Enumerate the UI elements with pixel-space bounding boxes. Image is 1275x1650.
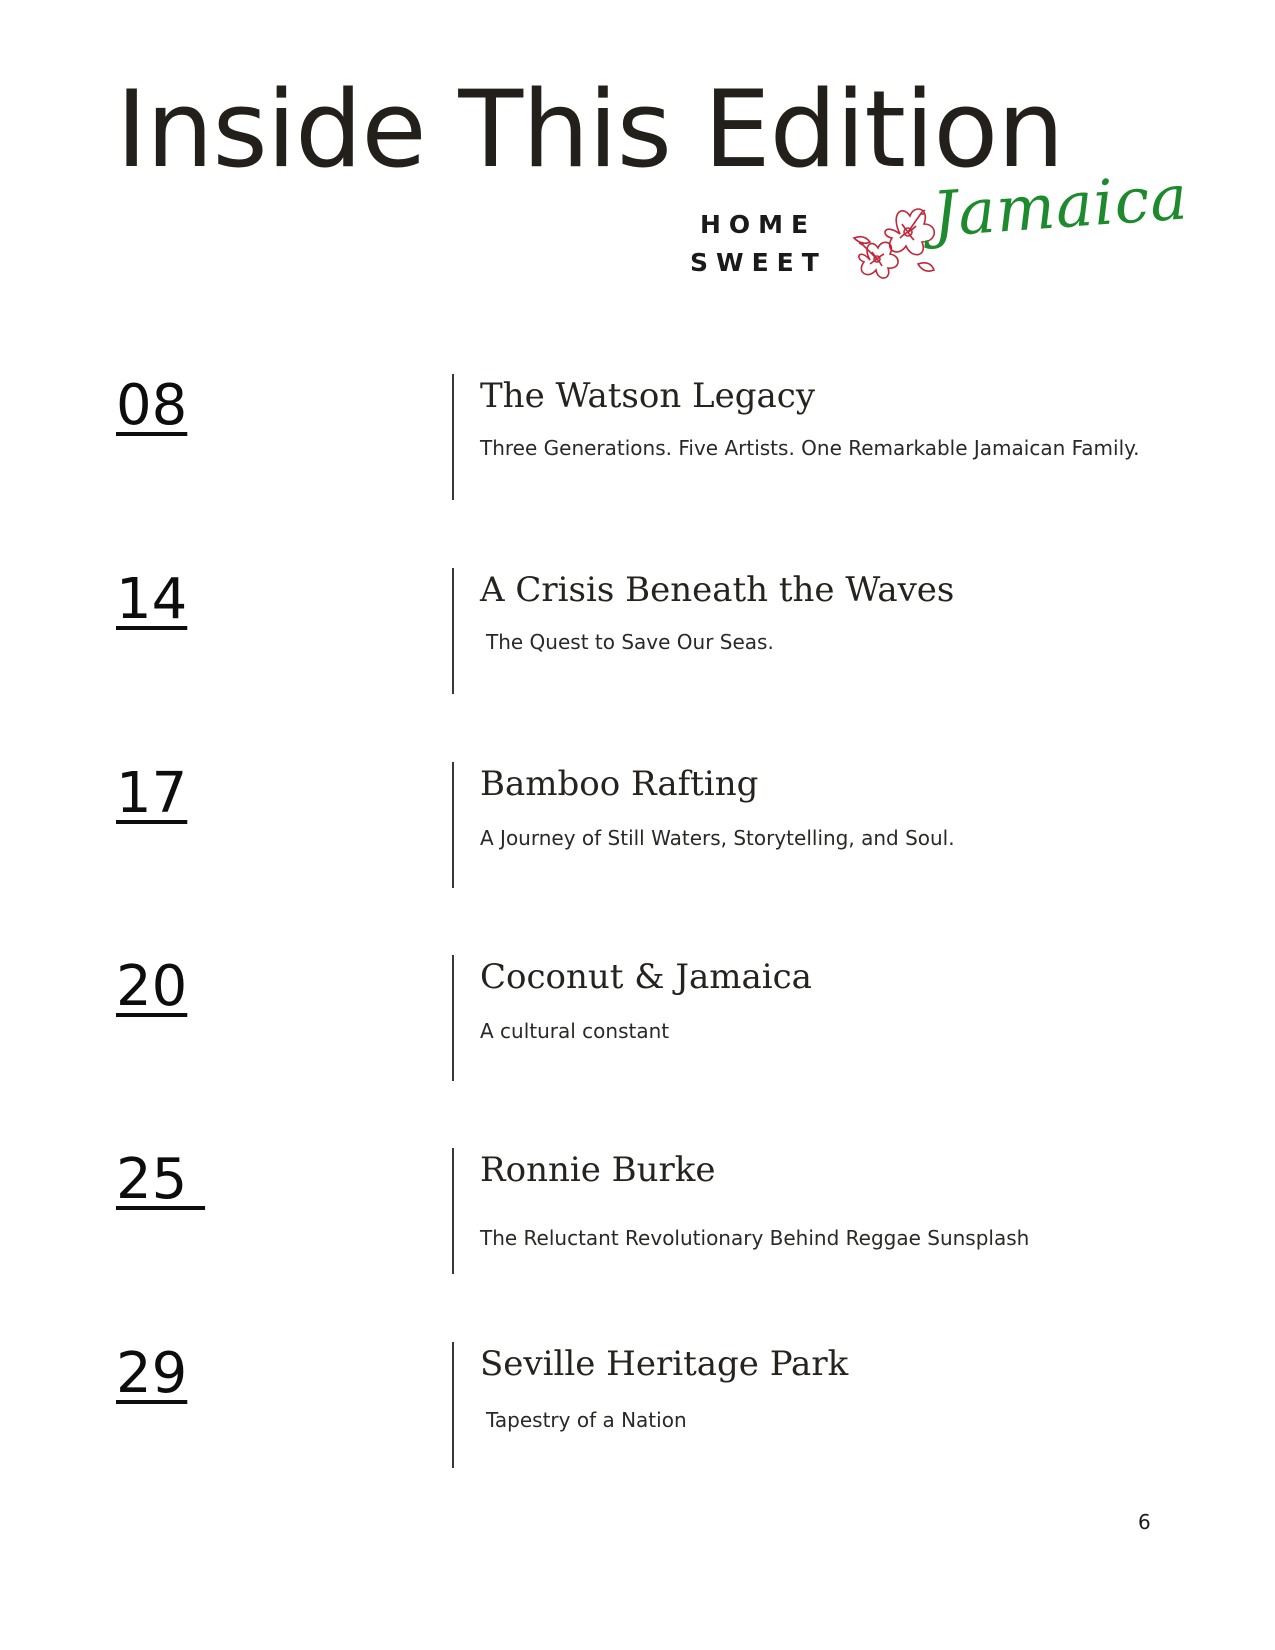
toc-entry[interactable]	[0, 955, 1275, 1085]
toc-entry[interactable]	[0, 1148, 1275, 1278]
toc-divider	[452, 955, 454, 1081]
toc-entry[interactable]	[0, 1342, 1275, 1472]
magazine-logo	[690, 160, 1191, 303]
toc-page-number[interactable]: 14	[116, 567, 188, 632]
logo-line-home: HOME	[700, 210, 817, 239]
toc-article-title: A Crisis Beneath the Waves	[480, 570, 955, 610]
toc-page-number[interactable]: 20	[116, 954, 188, 1019]
toc-article-subtitle: A cultural constant	[480, 1019, 670, 1043]
hibiscus-icon	[840, 194, 940, 294]
toc-entry[interactable]	[0, 374, 1275, 504]
toc-divider	[452, 1342, 454, 1468]
toc-article-subtitle: A Journey of Still Waters, Storytelling, and Soul.	[480, 826, 955, 850]
toc-article-subtitle: The Quest to Save Our Seas.	[486, 630, 774, 654]
toc-article-title: The Watson Legacy	[480, 376, 816, 416]
toc-article-title: Seville Heritage Park	[480, 1344, 849, 1384]
toc-page-number[interactable]: 08	[116, 373, 188, 438]
toc-article-title: Coconut & Jamaica	[480, 957, 812, 997]
toc-page-number[interactable]: 17	[116, 761, 188, 826]
toc-article-title: Ronnie Burke	[480, 1150, 716, 1190]
toc-article-subtitle: Tapestry of a Nation	[486, 1408, 687, 1432]
page-title: Inside This Edition	[116, 68, 1064, 191]
toc-page-number[interactable]: 25	[116, 1147, 206, 1212]
toc-entry[interactable]	[0, 568, 1275, 698]
toc-divider	[452, 762, 454, 888]
toc-divider	[452, 1148, 454, 1274]
logo-script-jamaica: Jamaica	[929, 160, 1191, 251]
toc-article-title: Bamboo Rafting	[480, 764, 759, 804]
toc-entry[interactable]	[0, 762, 1275, 892]
page-number: 6	[1138, 1510, 1151, 1534]
toc-divider	[452, 568, 454, 694]
toc-article-subtitle: Three Generations. Five Artists. One Remarkable Jamaican Family.	[480, 436, 1140, 460]
toc-divider	[452, 374, 454, 500]
logo-line-sweet: SWEET	[690, 248, 827, 277]
toc-article-subtitle: The Reluctant Revolutionary Behind Reggae Sunsplash	[480, 1226, 1030, 1250]
toc-page-number[interactable]: 29	[116, 1341, 188, 1406]
